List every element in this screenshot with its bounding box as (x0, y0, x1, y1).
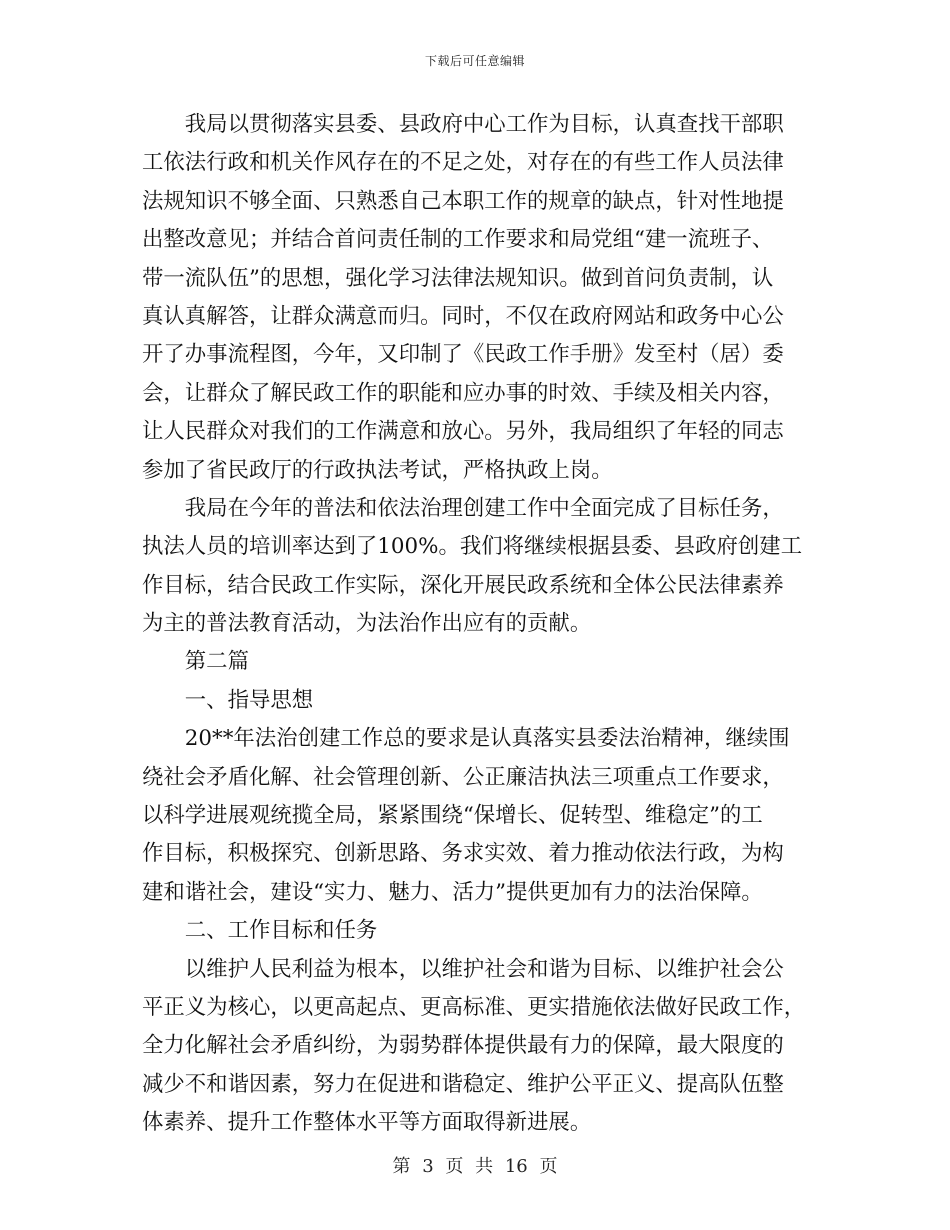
text-line: 建和谐社会，建设“实力、魅力、活力”提供更加有力的法治保障。 (142, 879, 763, 905)
text-line: 带一流队伍”的思想，强化学习法律法规知识。做到首问负责制，认 (142, 265, 774, 291)
text-line: 会，让群众了解民政工作的职能和应办事的时效、手续及相关内容， (142, 380, 784, 406)
body-text (142, 106, 806, 1143)
text-line: 我局以贯彻落实县委、县政府中心工作为目标，认真查找干部职 (142, 112, 784, 137)
text-line: 执法人员的培训率达到了100%。我们将继续根据县委、县政府创建工 (142, 534, 803, 560)
page-header: 下载后可任意编辑 (424, 54, 525, 68)
section-heading: 二、工作目标和任务 (142, 918, 378, 944)
text-line: 以维护人民利益为根本，以维护社会和谐为目标、以维护社会公 (142, 956, 784, 982)
text-line: 20**年法治创建工作总的要求是认真落实县委法治精神，继续围 (142, 726, 790, 752)
text-line: 全力化解社会矛盾纠纷，为弱势群体提供最有力的保障，最大限度的 (142, 1033, 784, 1059)
text-line: 作目标，结合民政工作实际，深化开展民政系统和全体公民法律素养 (142, 572, 784, 598)
text-line: 减少不和谐因素，努力在促进和谐稳定、维护公平正义、提高队伍整 (142, 1071, 784, 1097)
text-line: 我局在今年的普法和依法治理创建工作中全面完成了目标任务， (142, 495, 784, 521)
text-line: 让人民群众对我们的工作满意和放心。另外，我局组织了年轻的同志 (142, 419, 784, 445)
text-line: 绕社会矛盾化解、社会管理创新、公正廉洁执法三项重点工作要求， (142, 764, 784, 790)
text-line: 体素养、提升工作整体水平等方面取得新进展。 (142, 1110, 592, 1136)
text-line: 工依法行政和机关作风存在的不足之处，对存在的有些工作人员法律 (142, 150, 784, 176)
text-line: 以科学进展观统揽全局，紧紧围绕“保增长、促转型、维稳定”的工 (142, 803, 763, 829)
text-line: 为主的普法教育活动，为法治作出应有的贡献。 (142, 611, 592, 637)
text-line: 真认真解答，让群众满意而归。同时，不仅在政府网站和政务中心公 (142, 303, 784, 329)
text-line: 法规知识不够全面、只熟悉自己本职工作的规章的缺点，针对性地提 (142, 188, 784, 214)
section-heading: 一、指导思想 (142, 687, 314, 713)
text-line: 开了办事流程图，今年，又印制了《民政工作手册》发至村（居）委 (142, 342, 784, 368)
text-line: 参加了省民政厅的行政执法考试，严格执政上岗。 (142, 457, 613, 483)
text-line: 作目标，积极探究、创新思路、务求实效、着力推动依法行政，为构 (142, 841, 784, 867)
text-line: 出整改意见；并结合首问责任制的工作要求和局党组“建一流班子、 (142, 227, 774, 253)
text-line: 平正义为核心，以更高起点、更高标准、更实措施依法做好民政工作， (142, 994, 806, 1020)
page-number: 第 3 页 共 16 页 (392, 1156, 558, 1177)
section-heading: 第二篇 (142, 649, 249, 675)
